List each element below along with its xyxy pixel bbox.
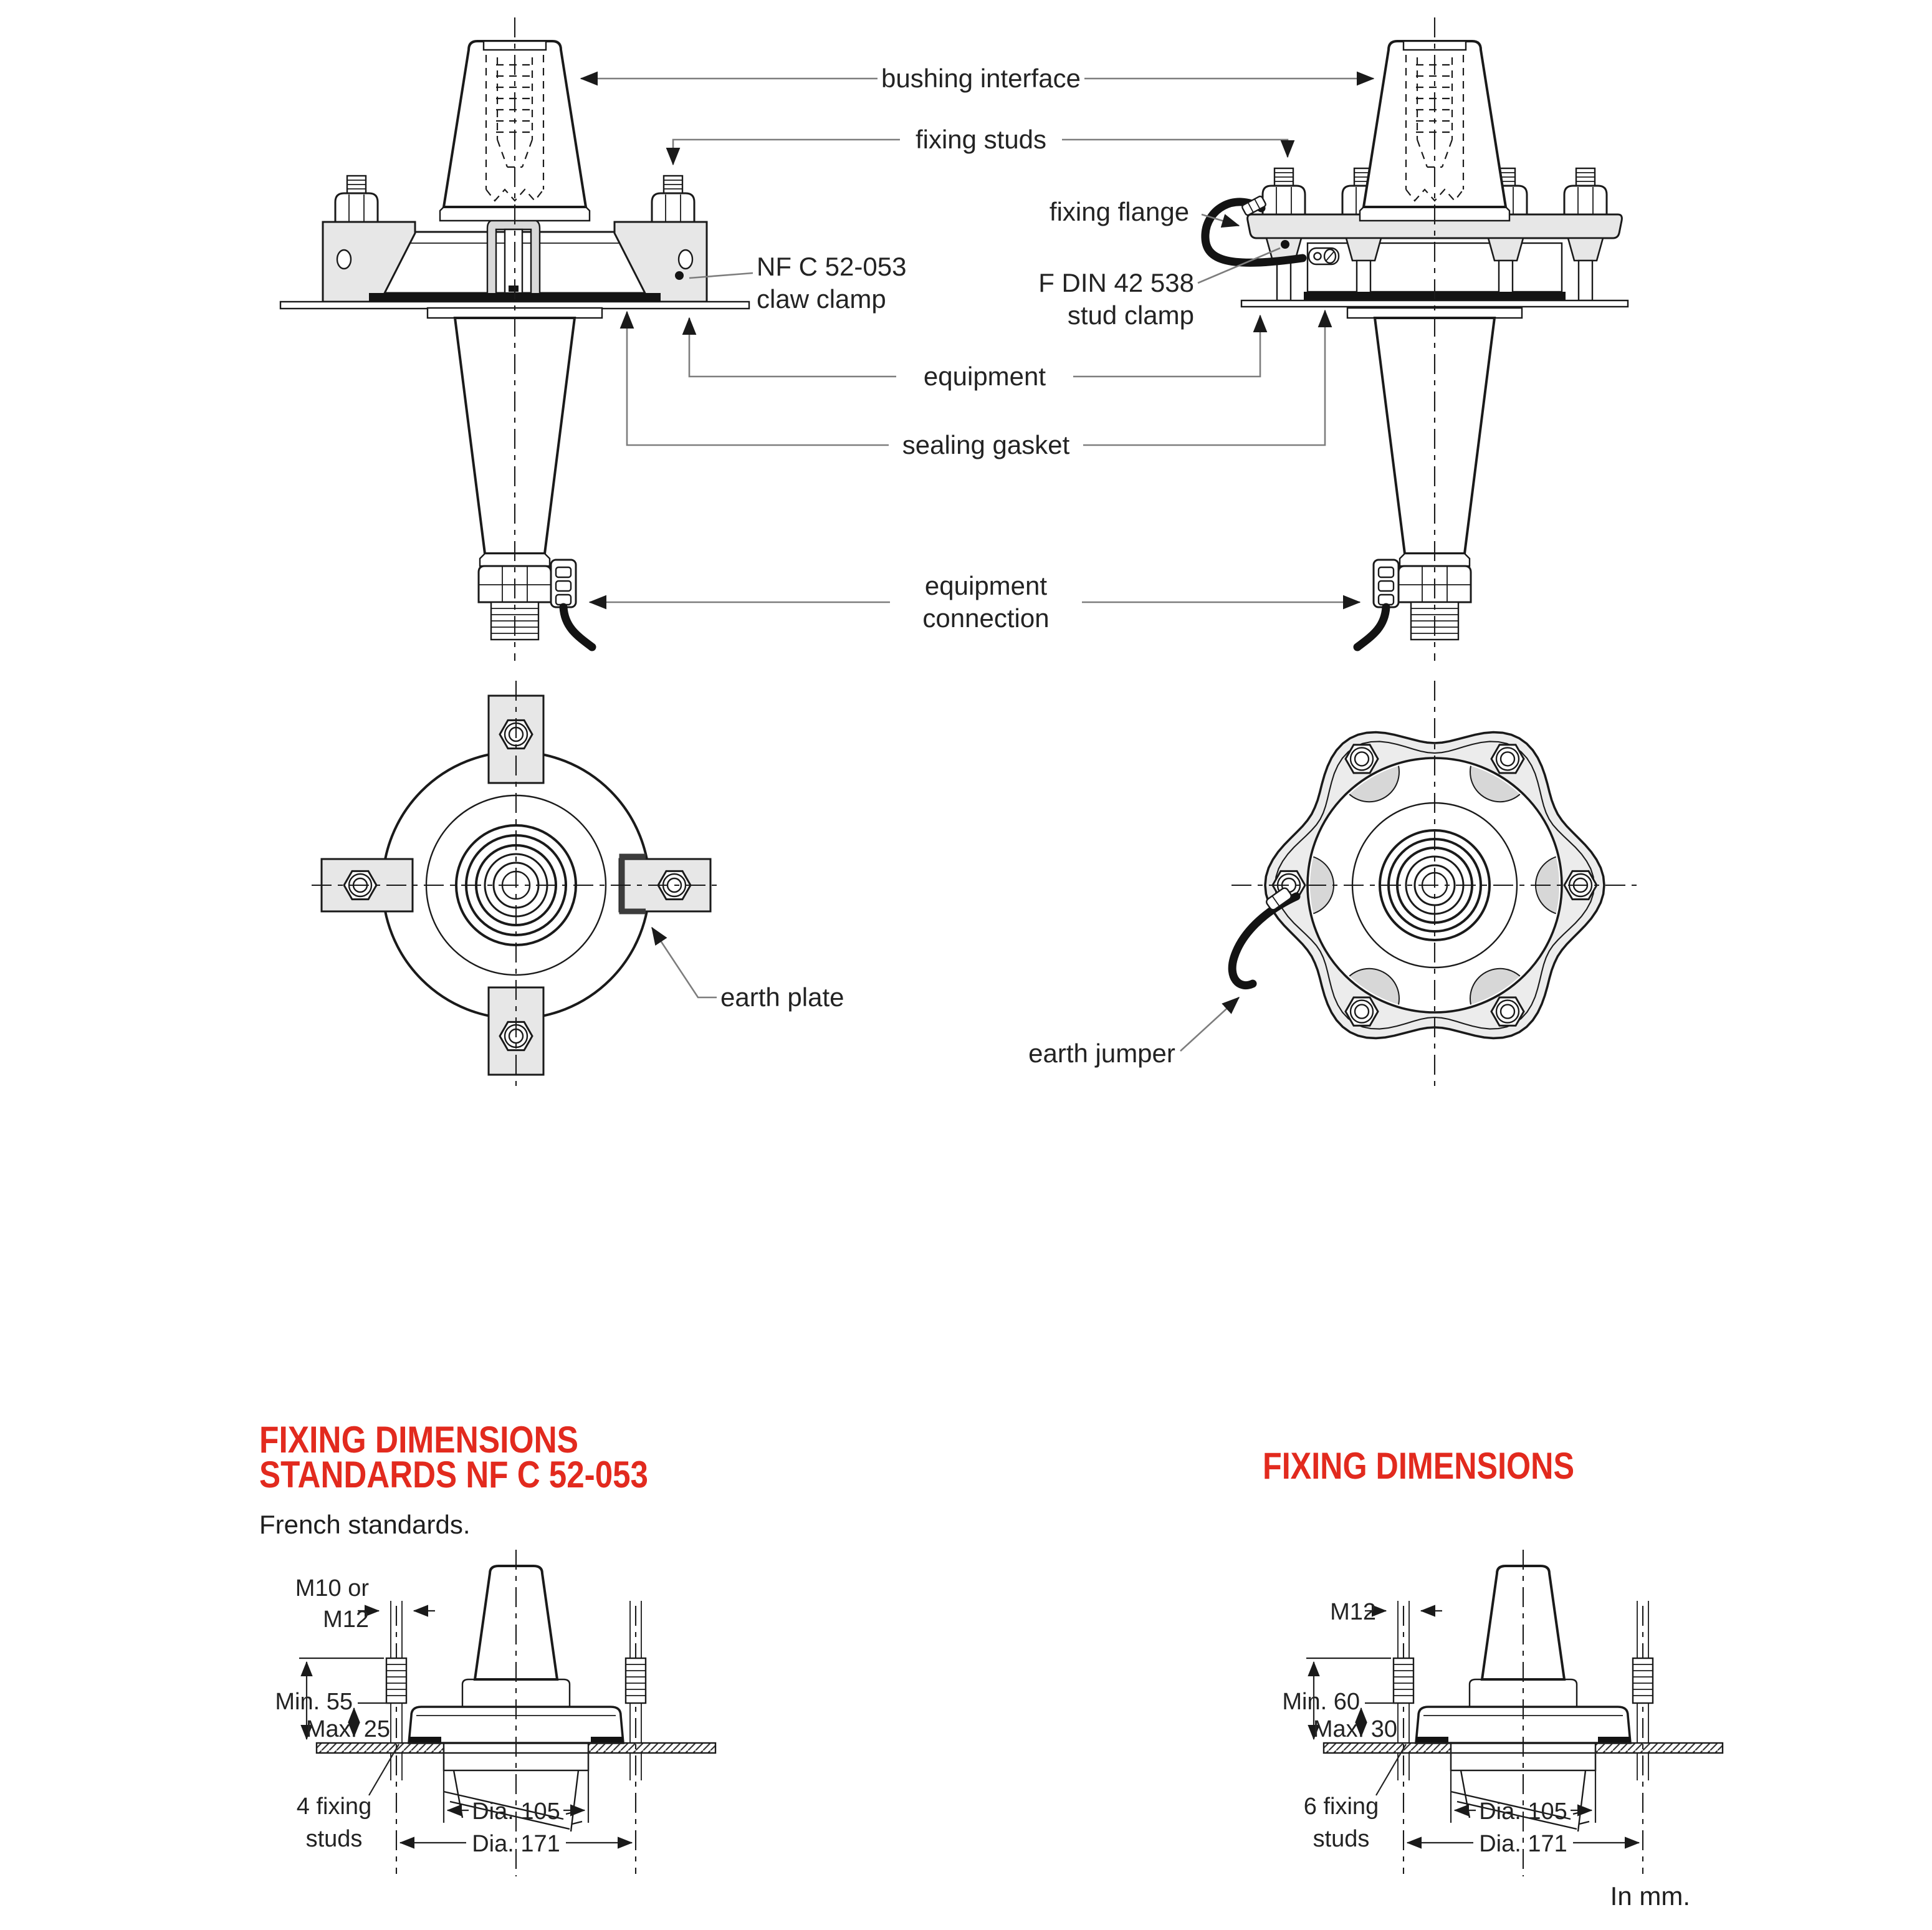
din-dia-inner-label: Dia. 105: [1479, 1798, 1567, 1825]
label-equipment: equipment: [923, 362, 1046, 391]
label-claw-clamp-standard: NF C 52-053: [757, 252, 907, 281]
fixing-stud-left: [335, 176, 378, 222]
claw-clamp-callout-dot: [675, 271, 684, 280]
nf-thread-label-2: M12: [323, 1606, 369, 1633]
side-view-claw-clamp: [280, 17, 749, 661]
label-fixing-flange: fixing flange: [1049, 197, 1190, 226]
bolt-240: [1346, 745, 1378, 773]
nf-studs-label-1: 4 fixing: [296, 1793, 372, 1820]
din-title: FIXING DIMENSIONS: [1263, 1445, 1574, 1487]
nf-subtitle: French standards.: [259, 1510, 471, 1539]
top-view-stud-clamp: [1231, 681, 1638, 1090]
fixing-stud-1: [1263, 168, 1305, 214]
nf-thread-label-1: M10 or: [295, 1575, 369, 1601]
bolt-60: [1491, 997, 1524, 1025]
din-studs-label-2: studs: [1313, 1826, 1370, 1852]
label-fixing-studs: fixing studs: [915, 125, 1047, 154]
nf-studs-label-2: studs: [305, 1826, 363, 1852]
label-earth-jumper: earth jumper: [1028, 1039, 1175, 1068]
nf-title-line2: STANDARDS NF C 52-053: [259, 1454, 648, 1496]
stud-clamp-callout-dot: [1281, 240, 1289, 249]
fixing-stud-right: [652, 176, 694, 222]
nf-dia-inner-label: Dia. 105: [472, 1798, 560, 1825]
label-earth-plate: earth plate: [720, 982, 844, 1012]
earth-lug: [1309, 248, 1339, 264]
din-fixing-dimensions-section: [1263, 1445, 1723, 1876]
nf-fixing-dimensions-section: [259, 1419, 715, 1876]
fixing-stud-4: [1564, 168, 1607, 214]
units-note: In mm.: [1610, 1881, 1690, 1911]
bolt-120: [1346, 997, 1378, 1025]
label-claw-clamp: claw clamp: [757, 284, 886, 314]
equipment-connection-block: [1357, 560, 1399, 647]
nf-dia-outer-label: Dia. 171: [472, 1831, 560, 1857]
nf-title-line1: FIXING DIMENSIONS: [259, 1419, 578, 1461]
din-dia-outer-label: Dia. 171: [1479, 1831, 1567, 1857]
nf-min-label: Min. 55: [275, 1689, 353, 1715]
din-studs-label-1: 6 fixing: [1303, 1793, 1379, 1820]
equipment-connection-block: [551, 560, 592, 647]
nf-max-label: Max. 25: [305, 1716, 390, 1742]
top-view-claw-clamp: [312, 681, 720, 1090]
label-stud-clamp: stud clamp: [1067, 300, 1194, 330]
bolt-300: [1491, 745, 1524, 773]
label-sealing-gasket: sealing gasket: [902, 430, 1070, 459]
din-max-label: Max. 30: [1313, 1716, 1397, 1742]
label-stud-clamp-standard: F DIN 42 538: [1038, 268, 1194, 297]
side-view-stud-clamp: [1205, 17, 1628, 661]
label-equipment-connection-1: equipment: [924, 571, 1048, 600]
label-bushing-interface: bushing interface: [881, 64, 1081, 93]
label-equipment-connection-2: connection: [922, 603, 1050, 633]
din-thread-label: M12: [1330, 1599, 1376, 1625]
din-min-label: Min. 60: [1282, 1689, 1360, 1715]
